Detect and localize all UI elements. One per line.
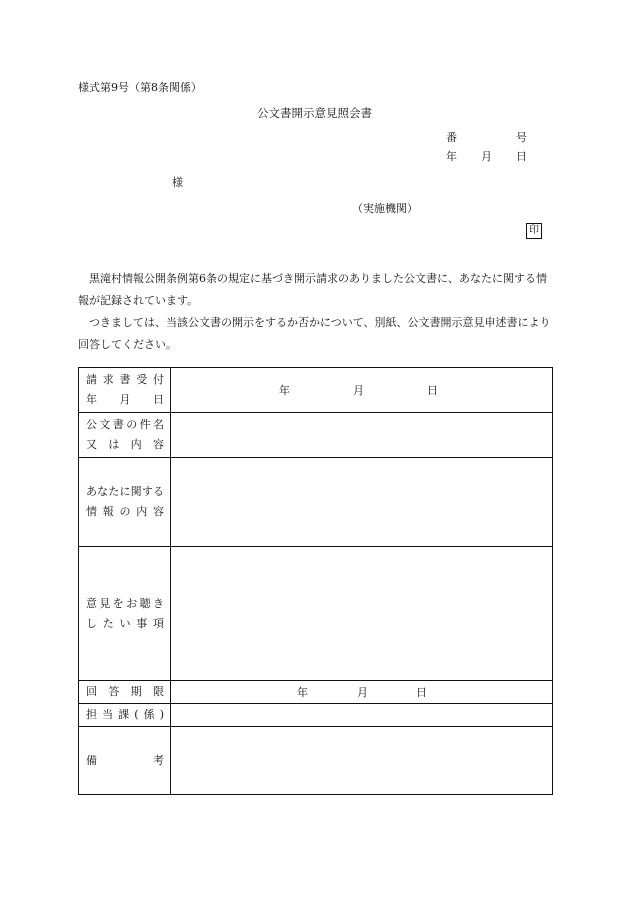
label-line: したい事項 <box>86 616 164 630</box>
label-line: 公文書の件名 <box>86 418 164 431</box>
label-line: 請求書受付 <box>86 373 164 386</box>
deadline-day: 日 <box>416 686 427 699</box>
row-label <box>79 704 171 727</box>
body-text <box>78 268 554 356</box>
label-line: 備 考 <box>86 753 164 767</box>
document-subject-field[interactable] <box>171 413 553 458</box>
label-line: あなたに関する <box>86 485 164 498</box>
table-row-document-subject <box>79 413 553 458</box>
table-row-information-content <box>79 458 553 547</box>
number-suffix: 号 <box>516 131 527 144</box>
row-label <box>79 547 171 681</box>
label-line: 回答期限 <box>86 685 164 698</box>
receipt-date-month: 月 <box>353 384 364 397</box>
label-line: 意見をお聴き <box>86 596 164 610</box>
label-line: 年 月 日 <box>86 393 164 406</box>
table-row-opinion-matters <box>79 547 553 681</box>
form-number: 様式第9号（第8条関係） <box>78 81 202 94</box>
date-month-label: 月 <box>481 150 492 163</box>
body-paragraph-1: 黒滝村情報公開条例第6条の規定に基づき開示請求のありました公文書に、あなたに関する情報が記録されています。 <box>78 272 547 307</box>
agency-label: （実施機関） <box>352 202 418 215</box>
body-paragraph-2: つきましては、当該公文書の開示をするか否かについて、別紙、公文書開示意見申述書により回答してください。 <box>78 316 551 351</box>
row-label <box>79 368 171 413</box>
label-line: 担当課(係) <box>86 708 164 721</box>
addressee-suffix: 様 <box>172 176 183 189</box>
inquiry-table <box>78 367 553 795</box>
department-field[interactable] <box>171 704 553 727</box>
table-row-department <box>79 704 553 727</box>
seal-mark: 印 <box>526 223 542 239</box>
remarks-field[interactable] <box>171 727 553 795</box>
opinion-matters-field[interactable] <box>171 547 553 681</box>
deadline-year: 年 <box>297 686 308 699</box>
receipt-date-year: 年 <box>279 384 290 397</box>
row-label <box>79 458 171 547</box>
table-row-remarks <box>79 727 553 795</box>
row-label <box>79 681 171 704</box>
table-row-response-deadline <box>79 681 553 704</box>
document-title: 公文書開示意見照会書 <box>257 106 372 120</box>
receipt-date-day: 日 <box>427 384 438 397</box>
row-label <box>79 727 171 795</box>
table-row-receipt-date <box>79 368 553 413</box>
number-label: 番 <box>446 131 457 144</box>
row-label <box>79 413 171 458</box>
receipt-date-field[interactable] <box>171 368 553 413</box>
label-line: 又は内容 <box>86 438 164 451</box>
deadline-month: 月 <box>357 686 368 699</box>
response-deadline-field[interactable] <box>171 681 553 704</box>
date-day-label: 日 <box>516 150 527 163</box>
label-line: 情報の内容 <box>86 505 164 518</box>
information-content-field[interactable] <box>171 458 553 547</box>
date-year-label: 年 <box>446 150 457 163</box>
